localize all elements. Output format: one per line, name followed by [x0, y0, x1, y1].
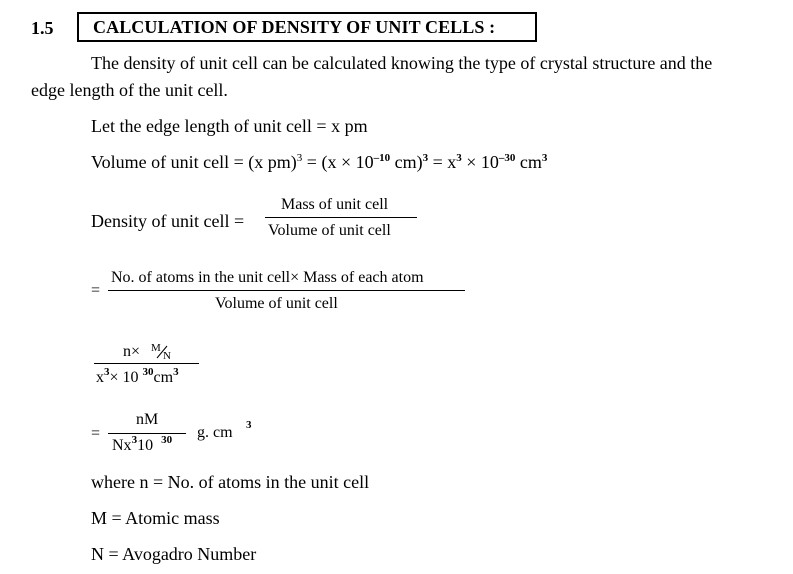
eq4-den-exp: 3 — [131, 434, 138, 446]
definition-m: M = Atomic mass — [91, 508, 220, 528]
volume-mid-4: × 10 — [461, 152, 499, 172]
eq4-den-exp2: 30 — [161, 434, 173, 446]
eq3-den-exp3: 3 — [173, 366, 179, 378]
eq3-num-n: n× — [123, 343, 141, 360]
eq3-den-exp: 3 — [104, 366, 110, 378]
eq3-den-x: x — [96, 369, 104, 386]
eq4-den-n: Nx — [112, 437, 132, 454]
intro-line-1: The density of unit cell can be calculated knowing the type of crystal structure and the — [91, 53, 713, 73]
eq4-equals: = — [91, 425, 101, 442]
section-number: 1.5 — [31, 18, 54, 38]
eq2-denominator: Volume of unit cell — [215, 295, 338, 312]
eq4-unit-exp: 3 — [246, 419, 252, 431]
volume-mid-3: = x — [428, 152, 457, 172]
eq3-den-mid: × 10 — [109, 369, 139, 386]
volume-exp-2: –10 — [373, 152, 391, 164]
volume-mid-1: = (x × 10 — [302, 152, 374, 172]
eq3-num-n2: N — [163, 350, 171, 362]
volume-exp-6: 3 — [541, 152, 548, 164]
density-label: Density of unit cell = — [91, 211, 245, 231]
eq4-denominator — [112, 434, 173, 455]
volume-exp-3: 3 — [422, 152, 429, 164]
eq4-numerator: nM — [136, 411, 159, 428]
density-denominator: Volume of unit cell — [268, 222, 391, 239]
eq4-den-10: 10 — [137, 437, 154, 454]
eq4-fraction-line — [108, 433, 186, 434]
intro-line-2: edge length of the unit cell. — [31, 80, 228, 100]
eq3-denominator — [96, 366, 179, 387]
eq2-numerator: No. of atoms in the unit cell× Mass of each atom — [111, 269, 424, 286]
density-numerator: Mass of unit cell — [281, 196, 389, 213]
eq3-den-exp2: 30 — [142, 366, 154, 378]
edge-length-statement: Let the edge length of unit cell = x pm — [91, 116, 368, 136]
volume-mid-2: cm) — [390, 152, 423, 172]
section-title: CALCULATION OF DENSITY OF UNIT CELLS : — [93, 17, 496, 37]
eq2-fraction-line — [108, 290, 465, 291]
eq3-num-m: M — [151, 342, 161, 354]
definition-avogadro: N = Avogadro Number — [91, 544, 257, 564]
definition-n: where n = No. of atoms in the unit cell — [91, 472, 370, 492]
volume-prefix: Volume of unit cell = (x pm) — [91, 152, 297, 172]
volume-exp-4: 3 — [456, 152, 462, 164]
volume-mid-5: cm — [515, 152, 542, 172]
volume-exp-5: –30 — [498, 152, 516, 164]
volume-exp-1: 3 — [296, 152, 303, 164]
eq4-unit: g. cm — [197, 424, 233, 441]
eq2-equals: = — [91, 282, 101, 299]
eq3-fraction-line — [94, 363, 199, 364]
density-fraction-line — [265, 217, 417, 218]
volume-equation — [91, 152, 547, 173]
eq3-den-cm: cm — [153, 369, 174, 386]
